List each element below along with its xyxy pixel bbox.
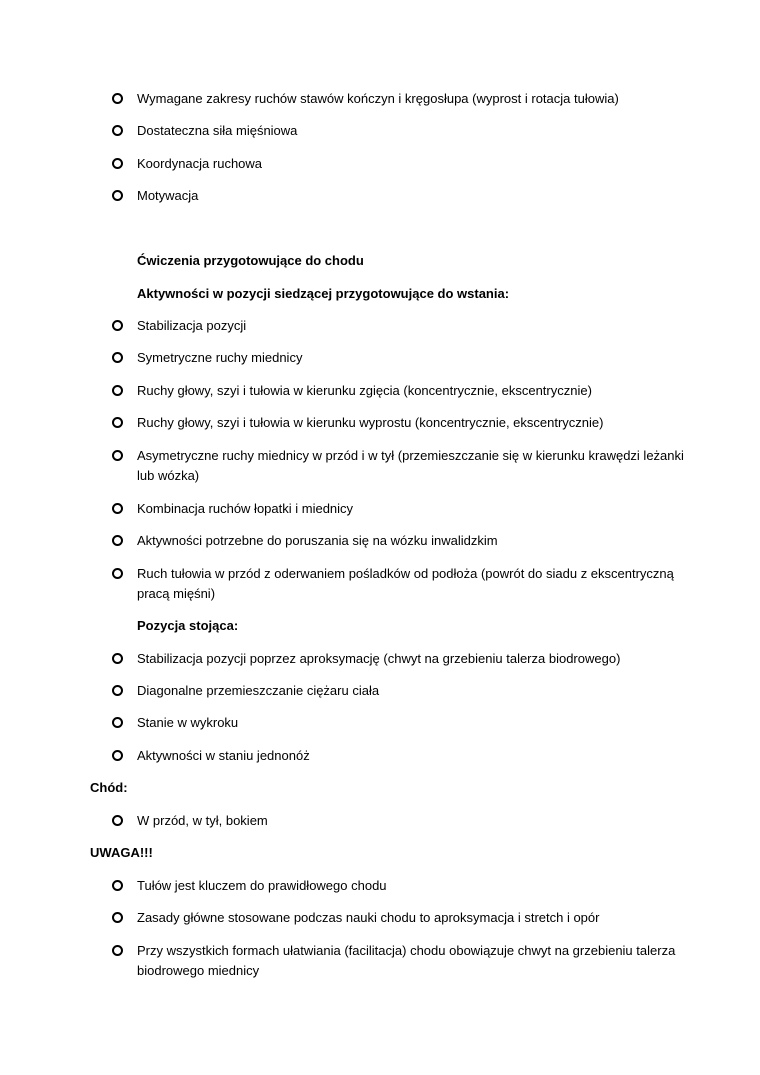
bullet-icon	[112, 568, 123, 579]
bullet-icon	[112, 880, 123, 891]
bullet-icon	[112, 190, 123, 201]
bullet-icon	[112, 750, 123, 761]
bullet-icon	[112, 653, 123, 664]
list-item: Przy wszystkich formach ułatwiania (facilitacja) chodu obowiązuje chwyt na grzebieniu talerza biodrowego miednicy	[137, 941, 697, 981]
list-item: Stabilizacja pozycji	[137, 316, 697, 336]
list-item: Ruchy głowy, szyi i tułowia w kierunku zgięcia (koncentrycznie, ekscentrycznie)	[137, 381, 697, 401]
bullet-icon	[112, 385, 123, 396]
list-item: W przód, w tył, bokiem	[137, 811, 697, 831]
bullet-icon	[112, 125, 123, 136]
list-item: Asymetryczne ruchy miednicy w przód i w tył (przemieszczanie się w kierunku krawędzi leżanki lub wózka)	[137, 446, 697, 486]
list-item: Ruchy głowy, szyi i tułowia w kierunku wyprostu (koncentrycznie, ekscentrycznie)	[137, 413, 697, 433]
list-item: Symetryczne ruchy miednicy	[137, 348, 697, 368]
list-item: Aktywności potrzebne do poruszania się na wózku inwalidzkim	[137, 531, 697, 551]
list-item: Stabilizacja pozycji poprzez aproksymację (chwyt na grzebieniu talerza biodrowego)	[137, 649, 697, 669]
bullet-icon	[112, 93, 123, 104]
bullet-icon	[112, 912, 123, 923]
section-heading-gait: Chód:	[90, 780, 128, 795]
list-item: Diagonalne przemieszczanie ciężaru ciała	[137, 681, 697, 701]
list-item: Ruch tułowia w przód z oderwaniem pośladków od podłoża (powrót do siadu z ekscentryczną pracą mięśni)	[137, 564, 697, 604]
bullet-icon	[112, 815, 123, 826]
bullet-icon	[112, 320, 123, 331]
list-item: Dostateczna siła mięśniowa	[137, 121, 697, 141]
list-item: Aktywności w staniu jednonóż	[137, 746, 697, 766]
list-item: Wymagane zakresy ruchów stawów kończyn i kręgosłupa (wyprost i rotacja tułowia)	[137, 89, 697, 109]
list-item: Kombinacja ruchów łopatki i miednicy	[137, 499, 697, 519]
list-item: Motywacja	[137, 186, 697, 206]
bullet-icon	[112, 685, 123, 696]
section-heading-standing: Pozycja stojąca:	[137, 618, 239, 633]
list-item: Stanie w wykroku	[137, 713, 697, 733]
bullet-icon	[112, 352, 123, 363]
list-item: Koordynacja ruchowa	[137, 154, 697, 174]
list-item: Zasady główne stosowane podczas nauki chodu to aproksymacja i stretch i opór	[137, 908, 697, 928]
bullet-icon	[112, 717, 123, 728]
bullet-icon	[112, 158, 123, 169]
bullet-icon	[112, 503, 123, 514]
section-heading-warning: UWAGA!!!	[90, 845, 153, 860]
section-heading-exercises: Ćwiczenia przygotowujące do chodu	[137, 253, 364, 268]
bullet-icon	[112, 450, 123, 461]
section-heading-sitting: Aktywności w pozycji siedzącej przygotowujące do wstania:	[137, 286, 510, 301]
bullet-icon	[112, 417, 123, 428]
bullet-icon	[112, 945, 123, 956]
bullet-icon	[112, 535, 123, 546]
list-item: Tułów jest kluczem do prawidłowego chodu	[137, 876, 697, 896]
